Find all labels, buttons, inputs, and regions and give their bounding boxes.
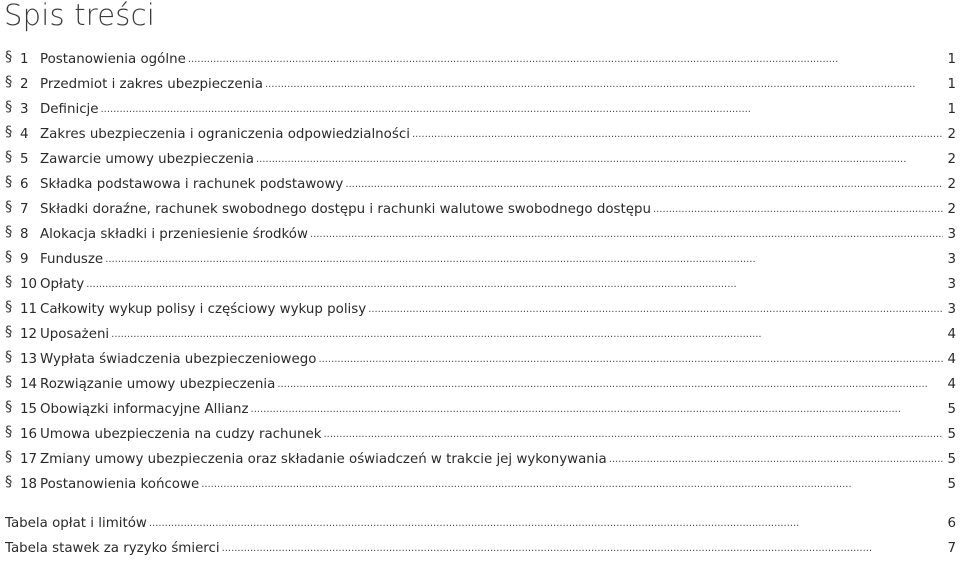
page-number: 2 [947,127,956,142]
section-symbol-icon: § [5,374,13,390]
page-number: 1 [947,102,956,117]
page-number: 5 [947,427,956,442]
section-symbol-icon: § [5,124,13,140]
dot-leader [265,79,943,93]
sections-list [0,47,960,497]
section-symbol-icon: § [5,449,13,465]
section-number: 11 [20,302,38,317]
entry-label: Postanowienia końcowe [40,477,200,492]
entry-label: Składka podstawowa i rachunek podstawowy [40,177,344,192]
section-number: 13 [20,352,38,367]
toc-entry-section-4[interactable] [0,122,960,147]
section-number: 17 [20,452,38,467]
dot-leader [188,54,943,68]
section-number: 1 [20,52,29,67]
dot-leader [256,154,943,168]
section-symbol-icon: § [5,99,13,115]
toc-entry-section-13[interactable] [0,347,960,372]
dot-leader [609,454,943,468]
section-symbol-icon: § [5,199,13,215]
page-number: 4 [947,327,956,342]
entry-label: Zmiany umowy ubezpieczenia oraz składanie oświadczeń w trakcie jej wykonywania [40,452,607,467]
entry-label: Rozwiązanie umowy ubezpieczenia [40,377,276,392]
section-number: 7 [20,202,29,217]
page-number: 2 [947,202,956,217]
section-symbol-icon: § [5,299,13,315]
dot-leader [222,543,943,557]
section-number: 8 [20,227,29,242]
toc-entry-section-10[interactable] [0,272,960,297]
section-number: 14 [20,377,38,392]
toc-entry-section-14[interactable] [0,372,960,397]
page-number: 1 [947,52,956,67]
page-number: 2 [947,152,956,167]
dot-leader [310,229,943,243]
entry-label: Definicje [40,102,99,117]
dot-leader [653,204,943,218]
toc-entry-section-18[interactable] [0,472,960,497]
dot-leader [324,429,944,443]
entry-label: Umowa ubezpieczenia na cudzy rachunek [40,427,322,442]
toc-entry-section-17[interactable] [0,447,960,472]
entry-label: Tabela stawek za ryzyko śmierci [5,541,220,556]
page-title: Spis treści [4,0,156,32]
dot-leader [277,379,943,393]
section-symbol-icon: § [5,74,13,90]
entry-label: Zawarcie umowy ubezpieczenia [40,152,254,167]
page-number: 4 [947,377,956,392]
dot-leader [105,254,943,268]
page-number: 3 [947,227,956,242]
entry-label: Uposażeni [40,327,110,342]
section-number: 18 [20,477,38,492]
section-symbol-icon: § [5,149,13,165]
tables-list [0,511,960,561]
table-of-contents [0,47,960,561]
dot-leader [201,479,943,493]
spacer [0,497,960,511]
section-symbol-icon: § [5,249,13,265]
entry-label: Tabela opłat i limitów [5,516,147,531]
toc-entry-section-16[interactable] [0,422,960,447]
section-symbol-icon: § [5,399,13,415]
dot-leader [111,329,943,343]
toc-entry-section-1[interactable] [0,47,960,72]
section-number: 16 [20,427,38,442]
page-number: 4 [947,352,956,367]
page-number: 3 [947,252,956,267]
section-number: 2 [20,77,29,92]
dot-leader [86,279,943,293]
entry-label: Alokacja składki i przeniesienie środków [40,227,308,242]
toc-entry-section-11[interactable] [0,297,960,322]
page-number: 5 [947,477,956,492]
toc-entry-section-6[interactable] [0,172,960,197]
dot-leader [101,104,943,118]
section-number: 3 [20,102,29,117]
entry-label: Przedmiot i zakres ubezpieczenia [40,77,263,92]
dot-leader [318,354,943,368]
section-number: 5 [20,152,29,167]
entry-label: Postanowienia ogólne [40,52,186,67]
toc-entry-section-8[interactable] [0,222,960,247]
page-number: 6 [947,516,956,531]
entry-label: Wypłata świadczenia ubezpieczeniowego [40,352,317,367]
page-number: 3 [947,302,956,317]
section-number: 10 [20,277,38,292]
page-number: 5 [947,452,956,467]
entry-label: Opłaty [40,277,85,292]
entry-label: Obowiązki informacyjne Allianz [40,402,249,417]
section-number: 6 [20,177,29,192]
entry-label: Składki doraźne, rachunek swobodnego dostępu i rachunki walutowe swobodnego dostępu [40,202,651,217]
section-symbol-icon: § [5,424,13,440]
section-symbol-icon: § [5,49,13,65]
section-symbol-icon: § [5,474,13,490]
section-number: 15 [20,402,38,417]
section-symbol-icon: § [5,174,13,190]
section-number: 12 [20,327,38,342]
dot-leader [368,304,943,318]
section-number: 4 [20,127,29,142]
section-symbol-icon: § [5,349,13,365]
page-number: 2 [947,177,956,192]
toc-entry-section-3[interactable] [0,97,960,122]
page-number: 1 [947,77,956,92]
dot-leader [345,179,943,193]
page-number: 3 [947,277,956,292]
dot-leader [251,404,943,418]
toc-entry-section-7[interactable] [0,197,960,222]
toc-entry-table-1[interactable] [0,511,960,536]
toc-entry-section-5[interactable] [0,147,960,172]
dot-leader [149,518,943,532]
section-symbol-icon: § [5,224,13,240]
section-symbol-icon: § [5,274,13,290]
toc-entry-section-2[interactable] [0,72,960,97]
toc-entry-section-15[interactable] [0,397,960,422]
entry-label: Zakres ubezpieczenia i ograniczenia odpowiedzialności [40,127,410,142]
section-symbol-icon: § [5,324,13,340]
toc-entry-table-2[interactable] [0,536,960,561]
entry-label: Fundusze [40,252,104,267]
toc-entry-section-12[interactable] [0,322,960,347]
dot-leader [412,129,943,143]
page-number: 7 [947,541,956,556]
section-number: 9 [20,252,29,267]
page-number: 5 [947,402,956,417]
toc-entry-section-9[interactable] [0,247,960,272]
entry-label: Całkowity wykup polisy i częściowy wykup polisy [40,302,367,317]
